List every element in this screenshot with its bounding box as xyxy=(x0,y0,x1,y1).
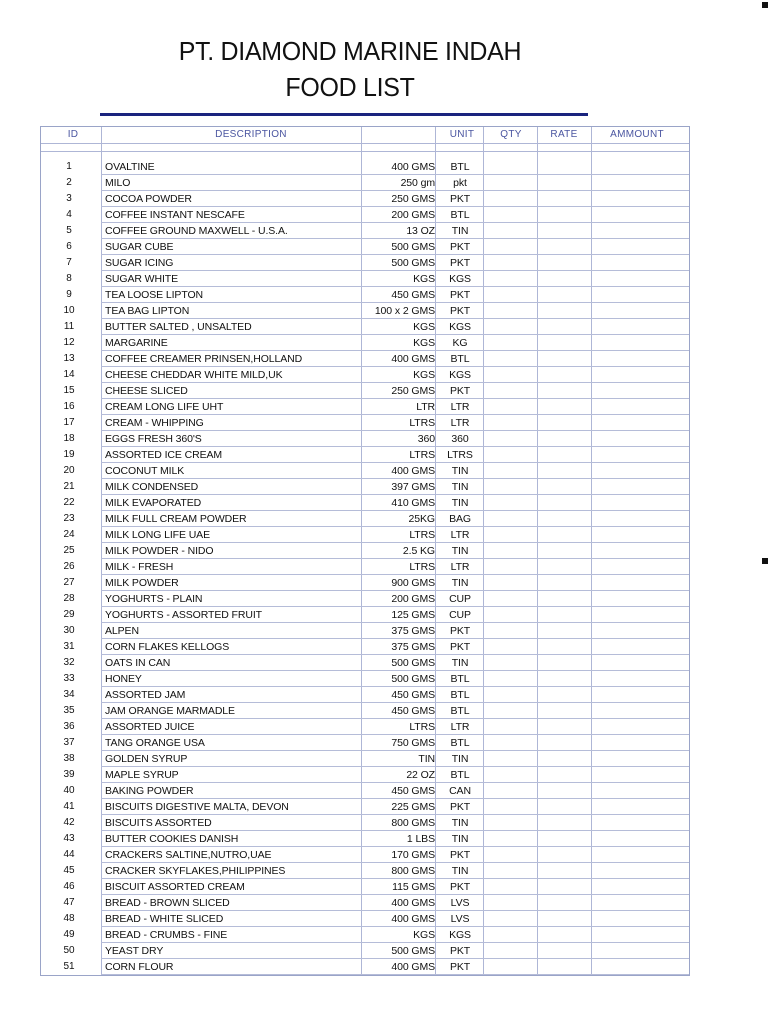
row-description: OATS IN CAN xyxy=(105,657,171,669)
row-description: BUTTER SALTED , UNSALTED xyxy=(105,321,252,333)
row-quantity: 410 GMS xyxy=(391,497,435,509)
row-description: HONEY xyxy=(105,673,142,685)
row-id: 14 xyxy=(63,369,75,380)
row-quantity: 800 GMS xyxy=(391,817,435,829)
row-quantity: 400 GMS xyxy=(391,465,435,477)
table-row xyxy=(41,831,689,847)
header-qty: QTY xyxy=(500,129,522,140)
row-quantity: 22 OZ xyxy=(406,769,435,781)
row-description: MARGARINE xyxy=(105,337,168,349)
row-id: 34 xyxy=(63,689,75,700)
row-quantity: 800 GMS xyxy=(391,865,435,877)
row-quantity: KGS xyxy=(413,337,435,349)
row-description: COFFEE GROUND MAXWELL - U.S.A. xyxy=(105,225,288,237)
row-quantity: 450 GMS xyxy=(391,289,435,301)
row-description: BISCUITS DIGESTIVE MALTA, DEVON xyxy=(105,801,289,813)
header-rate: RATE xyxy=(550,129,578,140)
table-row xyxy=(41,335,689,351)
row-id: 33 xyxy=(63,673,75,684)
row-unit: CUP xyxy=(449,609,471,621)
table-row xyxy=(41,431,689,447)
row-unit: TIN xyxy=(451,817,469,829)
table-row xyxy=(41,175,689,191)
table-row xyxy=(41,447,689,463)
row-id: 20 xyxy=(63,465,75,476)
row-unit: PKT xyxy=(449,241,471,253)
row-id: 45 xyxy=(63,865,75,876)
row-unit: BTL xyxy=(450,161,470,173)
table-row xyxy=(41,575,689,591)
table-row xyxy=(41,639,689,655)
row-id: 10 xyxy=(63,305,75,316)
row-id: 24 xyxy=(63,529,75,540)
row-unit: LTR xyxy=(450,561,470,573)
row-description: JAM ORANGE MARMADLE xyxy=(105,705,235,717)
row-id: 26 xyxy=(63,561,75,572)
row-description: BREAD - CRUMBS - FINE xyxy=(105,929,228,941)
table-row xyxy=(41,703,689,719)
row-id: 31 xyxy=(63,641,75,652)
document-title: FOOD LIST xyxy=(285,72,415,102)
row-unit: LVS xyxy=(450,913,470,925)
row-quantity: 400 GMS xyxy=(391,961,435,973)
table-row xyxy=(41,511,689,527)
row-unit: PKT xyxy=(449,641,471,653)
row-quantity: 250 gm xyxy=(400,177,435,189)
row-quantity: 25KG xyxy=(408,513,435,525)
row-description: BISCUIT ASSORTED CREAM xyxy=(105,881,245,893)
row-description: ASSORTED JAM xyxy=(105,689,186,701)
row-unit: 360 xyxy=(451,433,469,445)
row-id: 12 xyxy=(63,337,75,348)
row-quantity: 1 LBS xyxy=(406,833,435,845)
row-id: 36 xyxy=(63,721,75,732)
row-id: 40 xyxy=(63,785,75,796)
row-unit: LTR xyxy=(450,721,470,733)
row-quantity: 100 x 2 GMS xyxy=(374,305,435,317)
row-id: 47 xyxy=(63,897,75,908)
row-id: 43 xyxy=(63,833,75,844)
row-id: 49 xyxy=(63,929,75,940)
row-unit: PKT xyxy=(449,961,471,973)
table-row xyxy=(41,479,689,495)
row-description: YEAST DRY xyxy=(105,945,164,957)
table-row xyxy=(41,399,689,415)
row-unit: LTR xyxy=(450,401,470,413)
row-quantity: 400 GMS xyxy=(391,161,435,173)
row-id: 25 xyxy=(63,545,75,556)
row-description: GOLDEN SYRUP xyxy=(105,753,188,765)
row-unit: BTL xyxy=(450,209,470,221)
row-id: 11 xyxy=(63,321,75,332)
row-unit: KGS xyxy=(449,273,471,285)
table-row xyxy=(41,863,689,879)
row-description: CRACKERS SALTINE,NUTRO,UAE xyxy=(105,849,272,861)
row-quantity: 200 GMS xyxy=(391,209,435,221)
row-quantity: 500 GMS xyxy=(391,657,435,669)
row-unit: TIN xyxy=(451,497,469,509)
row-description: CHEESE CHEDDAR WHITE MILD,UK xyxy=(105,369,283,381)
row-id: 48 xyxy=(63,913,75,924)
row-description: COFFEE INSTANT NESCAFE xyxy=(105,209,245,221)
table-row xyxy=(41,191,689,207)
row-description: BUTTER COOKIES DANISH xyxy=(105,833,239,845)
row-id: 13 xyxy=(63,353,75,364)
row-quantity: TIN xyxy=(418,753,435,765)
row-unit: KG xyxy=(452,337,468,349)
table-row xyxy=(41,367,689,383)
row-id: 23 xyxy=(63,513,75,524)
row-description: COFFEE CREAMER PRINSEN,HOLLAND xyxy=(105,353,303,365)
row-description: MILO xyxy=(105,177,131,189)
row-quantity: 250 GMS xyxy=(391,385,435,397)
row-unit: TIN xyxy=(451,225,469,237)
row-quantity: 450 GMS xyxy=(391,705,435,717)
row-description: CORN FLAKES KELLOGS xyxy=(105,641,230,653)
row-unit: LVS xyxy=(450,897,470,909)
table-row xyxy=(41,463,689,479)
table-row xyxy=(41,591,689,607)
row-unit: LTR xyxy=(450,529,470,541)
row-description: CHEESE SLICED xyxy=(105,385,188,397)
table-row xyxy=(41,815,689,831)
row-quantity: LTRS xyxy=(409,417,435,429)
row-quantity: 375 GMS xyxy=(391,625,435,637)
row-description: BISCUITS ASSORTED xyxy=(105,817,212,829)
row-unit: KGS xyxy=(449,321,471,333)
table-row xyxy=(41,319,689,335)
row-unit: LTRS xyxy=(447,449,473,461)
row-unit: PKT xyxy=(449,289,471,301)
row-unit: pkt xyxy=(453,177,467,189)
row-unit: PKT xyxy=(449,849,471,861)
table-row xyxy=(41,351,689,367)
row-id: 16 xyxy=(63,401,75,412)
row-id: 19 xyxy=(63,449,75,460)
table-row xyxy=(41,927,689,943)
edge-mark-top xyxy=(762,2,768,8)
row-unit: PKT xyxy=(449,385,471,397)
row-quantity: LTRS xyxy=(409,721,435,733)
row-id: 18 xyxy=(63,433,75,444)
table-row xyxy=(41,303,689,319)
row-description: CRACKER SKYFLAKES,PHILIPPINES xyxy=(105,865,286,877)
table-row xyxy=(41,879,689,895)
table-row xyxy=(41,719,689,735)
row-id: 32 xyxy=(63,657,75,668)
row-unit: BTL xyxy=(450,689,470,701)
row-quantity: 360 xyxy=(417,433,435,445)
row-quantity: LTR xyxy=(416,401,435,413)
row-id: 37 xyxy=(63,737,75,748)
title-underline xyxy=(100,113,588,116)
row-quantity: KGS xyxy=(413,929,435,941)
row-id: 50 xyxy=(63,945,75,956)
row-id: 42 xyxy=(63,817,75,828)
row-id: 4 xyxy=(66,209,72,220)
row-quantity: 375 GMS xyxy=(391,641,435,653)
table-row xyxy=(41,767,689,783)
row-quantity: LTRS xyxy=(409,529,435,541)
table-row xyxy=(41,943,689,959)
row-description: SUGAR ICING xyxy=(105,257,174,269)
row-description: SUGAR CUBE xyxy=(105,241,174,253)
row-description: ASSORTED ICE CREAM xyxy=(105,449,223,461)
row-description: ALPEN xyxy=(105,625,139,637)
row-id: 39 xyxy=(63,769,75,780)
row-description: EGGS FRESH 360'S xyxy=(105,433,202,445)
table-row xyxy=(41,159,689,175)
company-name: PT. DIAMOND MARINE INDAH xyxy=(178,36,522,66)
row-quantity: 200 GMS xyxy=(391,593,435,605)
row-unit: TIN xyxy=(451,657,469,669)
row-quantity: LTRS xyxy=(409,449,435,461)
row-unit: KGS xyxy=(449,369,471,381)
row-id: 51 xyxy=(63,961,75,972)
table-row xyxy=(41,783,689,799)
row-id: 6 xyxy=(66,241,72,252)
row-id: 41 xyxy=(63,801,75,812)
row-quantity: 170 GMS xyxy=(391,849,435,861)
row-unit: BTL xyxy=(450,769,470,781)
row-quantity: 500 GMS xyxy=(391,241,435,253)
row-quantity: 2.5 KG xyxy=(402,545,435,557)
header-unit: UNIT xyxy=(449,129,475,140)
row-unit: PKT xyxy=(449,881,471,893)
table-row xyxy=(41,207,689,223)
row-description: ASSORTED JUICE xyxy=(105,721,195,733)
header-rule xyxy=(41,151,689,152)
row-description: MAPLE SYRUP xyxy=(105,769,179,781)
header-description: DESCRIPTION xyxy=(215,129,287,140)
row-description: CREAM - WHIPPING xyxy=(105,417,204,429)
row-unit: TIN xyxy=(451,577,469,589)
table-row xyxy=(41,959,689,975)
row-unit: TIN xyxy=(451,481,469,493)
row-quantity: KGS xyxy=(413,321,435,333)
edge-mark-mid xyxy=(762,558,768,564)
row-description: CREAM LONG LIFE UHT xyxy=(105,401,224,413)
row-description: TANG ORANGE USA xyxy=(105,737,205,749)
row-unit: TIN xyxy=(451,865,469,877)
row-description: BREAD - BROWN SLICED xyxy=(105,897,230,909)
row-quantity: 400 GMS xyxy=(391,913,435,925)
table-row xyxy=(41,687,689,703)
row-id: 44 xyxy=(63,849,75,860)
row-description: MILK - FRESH xyxy=(105,561,174,573)
row-description: OVALTINE xyxy=(105,161,155,173)
row-id: 22 xyxy=(63,497,75,508)
table-row xyxy=(41,751,689,767)
row-description: TEA LOOSE LIPTON xyxy=(105,289,203,301)
row-unit: BAG xyxy=(449,513,471,525)
row-quantity: 900 GMS xyxy=(391,577,435,589)
table-row xyxy=(41,559,689,575)
row-id: 30 xyxy=(63,625,75,636)
row-id: 15 xyxy=(63,385,75,396)
row-description: COCONUT MILK xyxy=(105,465,185,477)
table-row xyxy=(41,415,689,431)
row-id: 27 xyxy=(63,577,75,588)
row-description: MILK EVAPORATED xyxy=(105,497,202,509)
row-unit: TIN xyxy=(451,833,469,845)
row-quantity: 450 GMS xyxy=(391,689,435,701)
table-body xyxy=(41,159,689,975)
row-id: 28 xyxy=(63,593,75,604)
row-unit: TIN xyxy=(451,465,469,477)
row-quantity: KGS xyxy=(413,273,435,285)
table-row xyxy=(41,287,689,303)
row-description: YOGHURTS - PLAIN xyxy=(105,593,203,605)
table-row xyxy=(41,911,689,927)
row-quantity: 125 GMS xyxy=(391,609,435,621)
row-unit: TIN xyxy=(451,753,469,765)
row-quantity: 450 GMS xyxy=(391,785,435,797)
table-row xyxy=(41,543,689,559)
row-unit: PKT xyxy=(449,945,471,957)
table-row xyxy=(41,495,689,511)
table-row xyxy=(41,799,689,815)
row-quantity: 500 GMS xyxy=(391,945,435,957)
row-id: 3 xyxy=(66,193,72,204)
table-row xyxy=(41,271,689,287)
row-quantity: 500 GMS xyxy=(391,257,435,269)
row-description: COCOA POWDER xyxy=(105,193,192,205)
row-unit: LTR xyxy=(450,417,470,429)
row-description: MILK POWDER - NIDO xyxy=(105,545,214,557)
row-unit: BTL xyxy=(450,737,470,749)
row-id: 21 xyxy=(63,481,75,492)
table-row xyxy=(41,895,689,911)
row-quantity: 400 GMS xyxy=(391,897,435,909)
row-id: 1 xyxy=(66,161,72,172)
row-description: TEA BAG LIPTON xyxy=(105,305,190,317)
row-quantity: 250 GMS xyxy=(391,193,435,205)
row-description: SUGAR WHITE xyxy=(105,273,178,285)
food-list-table xyxy=(40,126,690,976)
row-unit: PKT xyxy=(449,257,471,269)
table-row xyxy=(41,255,689,271)
row-unit: PKT xyxy=(449,625,471,637)
row-quantity: 13 OZ xyxy=(406,225,435,237)
row-id: 35 xyxy=(63,705,75,716)
row-id: 2 xyxy=(66,177,72,188)
table-row xyxy=(41,735,689,751)
table-row xyxy=(41,671,689,687)
header-amount: AMMOUNT xyxy=(610,129,664,140)
row-description: YOGHURTS - ASSORTED FRUIT xyxy=(105,609,262,621)
row-id: 7 xyxy=(66,257,72,268)
row-quantity: KGS xyxy=(413,369,435,381)
row-id: 5 xyxy=(66,225,72,236)
table-row xyxy=(41,383,689,399)
row-description: MILK LONG LIFE UAE xyxy=(105,529,210,541)
row-description: CORN FLOUR xyxy=(105,961,174,973)
row-description: BAKING POWDER xyxy=(105,785,194,797)
table-row xyxy=(41,847,689,863)
row-quantity: LTRS xyxy=(409,561,435,573)
row-quantity: 750 GMS xyxy=(391,737,435,749)
table-row xyxy=(41,655,689,671)
row-id: 46 xyxy=(63,881,75,892)
row-quantity: 115 GMS xyxy=(392,881,435,893)
row-unit: TIN xyxy=(451,545,469,557)
row-unit: BTL xyxy=(450,705,470,717)
row-unit: KGS xyxy=(449,929,471,941)
row-quantity: 397 GMS xyxy=(391,481,435,493)
row-id: 38 xyxy=(63,753,75,764)
row-unit: BTL xyxy=(450,673,470,685)
table-row xyxy=(41,527,689,543)
row-id: 8 xyxy=(66,273,72,284)
table-row xyxy=(41,239,689,255)
row-unit: BTL xyxy=(450,353,470,365)
table-row xyxy=(41,607,689,623)
row-description: BREAD - WHITE SLICED xyxy=(105,913,224,925)
header-rule xyxy=(41,143,689,144)
row-description: MILK POWDER xyxy=(105,577,179,589)
row-quantity: 225 GMS xyxy=(391,801,435,813)
row-quantity: 400 GMS xyxy=(391,353,435,365)
row-id: 9 xyxy=(66,289,72,300)
header-id: ID xyxy=(67,129,79,140)
row-unit: PKT xyxy=(449,193,471,205)
row-unit: PKT xyxy=(449,305,471,317)
row-id: 17 xyxy=(63,417,75,428)
row-description: MILK FULL CREAM POWDER xyxy=(105,513,247,525)
row-unit: CAN xyxy=(449,785,471,797)
row-unit: PKT xyxy=(449,801,471,813)
row-id: 29 xyxy=(63,609,75,620)
row-description: MILK CONDENSED xyxy=(105,481,199,493)
table-row xyxy=(41,223,689,239)
table-row xyxy=(41,623,689,639)
row-quantity: 500 GMS xyxy=(391,673,435,685)
row-unit: CUP xyxy=(449,593,471,605)
